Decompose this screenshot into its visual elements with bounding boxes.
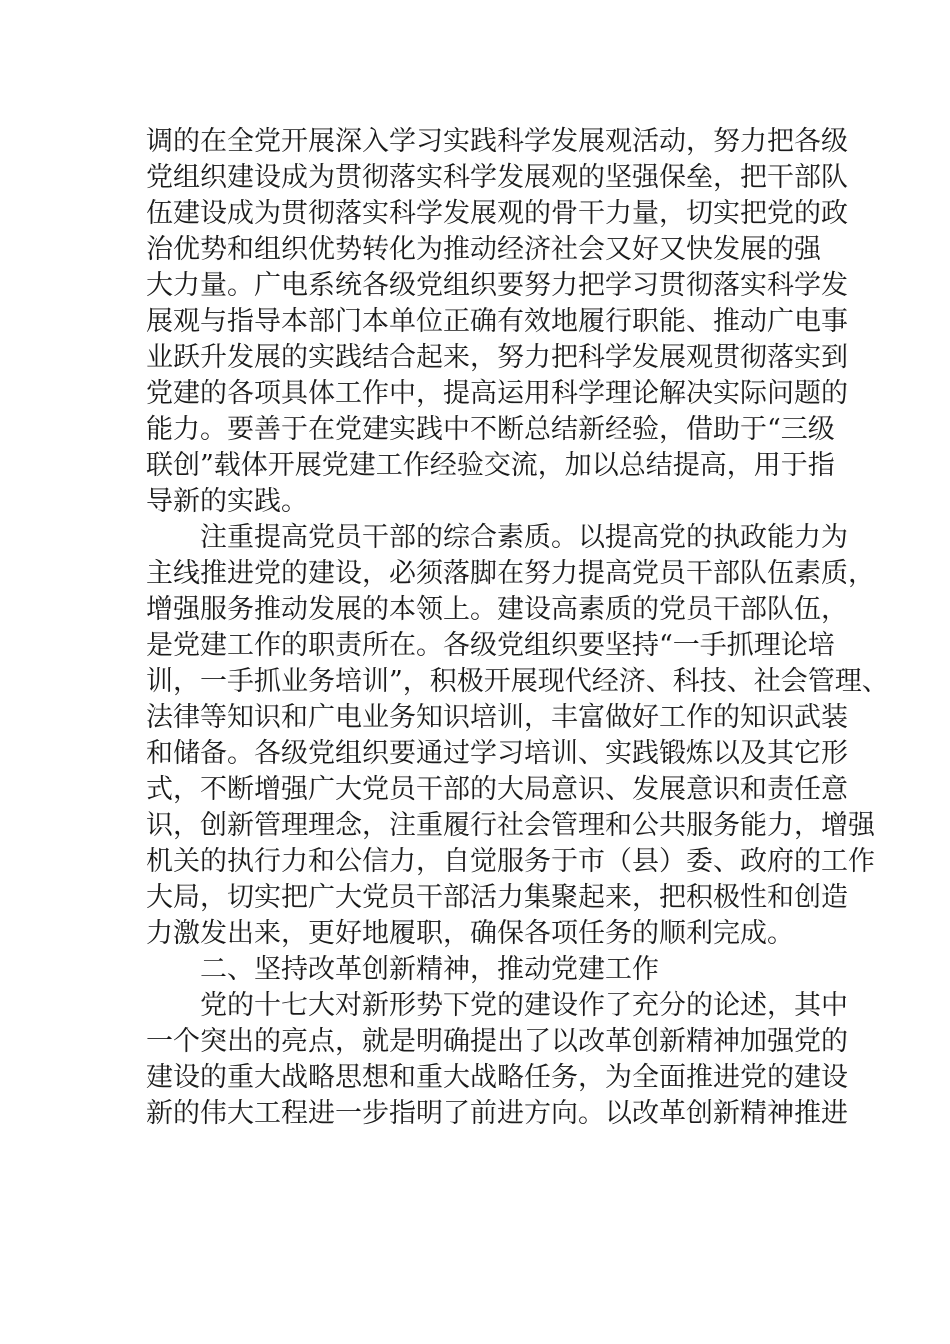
text-line: 治优势和组织优势转化为推动经济社会又好又快发展的强	[146, 234, 821, 265]
paragraph-first-line: 党的十七大对新形势下党的建设作了充分的论述，其中	[200, 990, 848, 1021]
text-line: 导新的实践。	[146, 486, 308, 517]
text-line: 党组织建设成为贯彻落实科学发展观的坚强保垒，把干部队	[146, 162, 848, 193]
text-line: 新的伟大工程进一步指明了前进方向。以改革创新精神推进	[146, 1098, 848, 1129]
text-line: 是党建工作的职责所在。各级党组织要坚持“一手抓理论培	[146, 630, 835, 661]
text-line: 法律等知识和广电业务知识培训，丰富做好工作的知识武装	[146, 702, 848, 733]
paragraph-first-line: 注重提高党员干部的综合素质。以提高党的执政能力为	[200, 522, 848, 553]
text-line: 和储备。各级党组织要通过学习培训、实践锻炼以及其它形	[146, 738, 848, 769]
text-line: 党建的各项具体工作中，提高运用科学理论解决实际问题的	[146, 378, 848, 409]
text-line: 大力量。广电系统各级党组织要努力把学习贯彻落实科学发	[146, 270, 848, 301]
text-line: 建设的重大战略思想和重大战略任务，为全面推进党的建设	[146, 1062, 848, 1093]
text-line: 联创”载体开展党建工作经验交流，加以总结提高，用于指	[146, 450, 835, 481]
text-line: 增强服务推动发展的本领上。建设高素质的党员干部队伍，	[146, 594, 848, 625]
text-line: 机关的执行力和公信力，自觉服务于市（县）委、政府的工作	[146, 846, 875, 877]
section-heading: 二、坚持改革创新精神，推动党建工作	[200, 954, 659, 985]
text-line: 能力。要善于在党建实践中不断总结新经验，借助于“三级	[146, 414, 835, 445]
text-line: 一个突出的亮点，就是明确提出了以改革创新精神加强党的	[146, 1026, 848, 1057]
text-line: 伍建设成为贯彻落实科学发展观的骨干力量，切实把党的政	[146, 198, 848, 229]
text-line: 识，创新管理理念，注重履行社会管理和公共服务能力，增强	[146, 810, 875, 841]
text-line: 式，不断增强广大党员干部的大局意识、发展意识和责任意	[146, 774, 848, 805]
text-line: 业跃升发展的实践结合起来，努力把科学发展观贯彻落实到	[146, 342, 848, 373]
text-line: 展观与指导本部门本单位正确有效地履行职能、推动广电事	[146, 306, 848, 337]
text-line: 力激发出来，更好地履职，确保各项任务的顺利完成。	[146, 918, 794, 949]
text-line: 调的在全党开展深入学习实践科学发展观活动，努力把各级	[146, 126, 848, 157]
text-line: 主线推进党的建设，必须落脚在努力提高党员干部队伍素质，	[146, 558, 875, 589]
text-line: 训，一手抓业务培训”，积极开展现代经济、科技、社会管理、	[146, 666, 889, 697]
text-line: 大局，切实把广大党员干部活力集聚起来，把积极性和创造	[146, 882, 848, 913]
